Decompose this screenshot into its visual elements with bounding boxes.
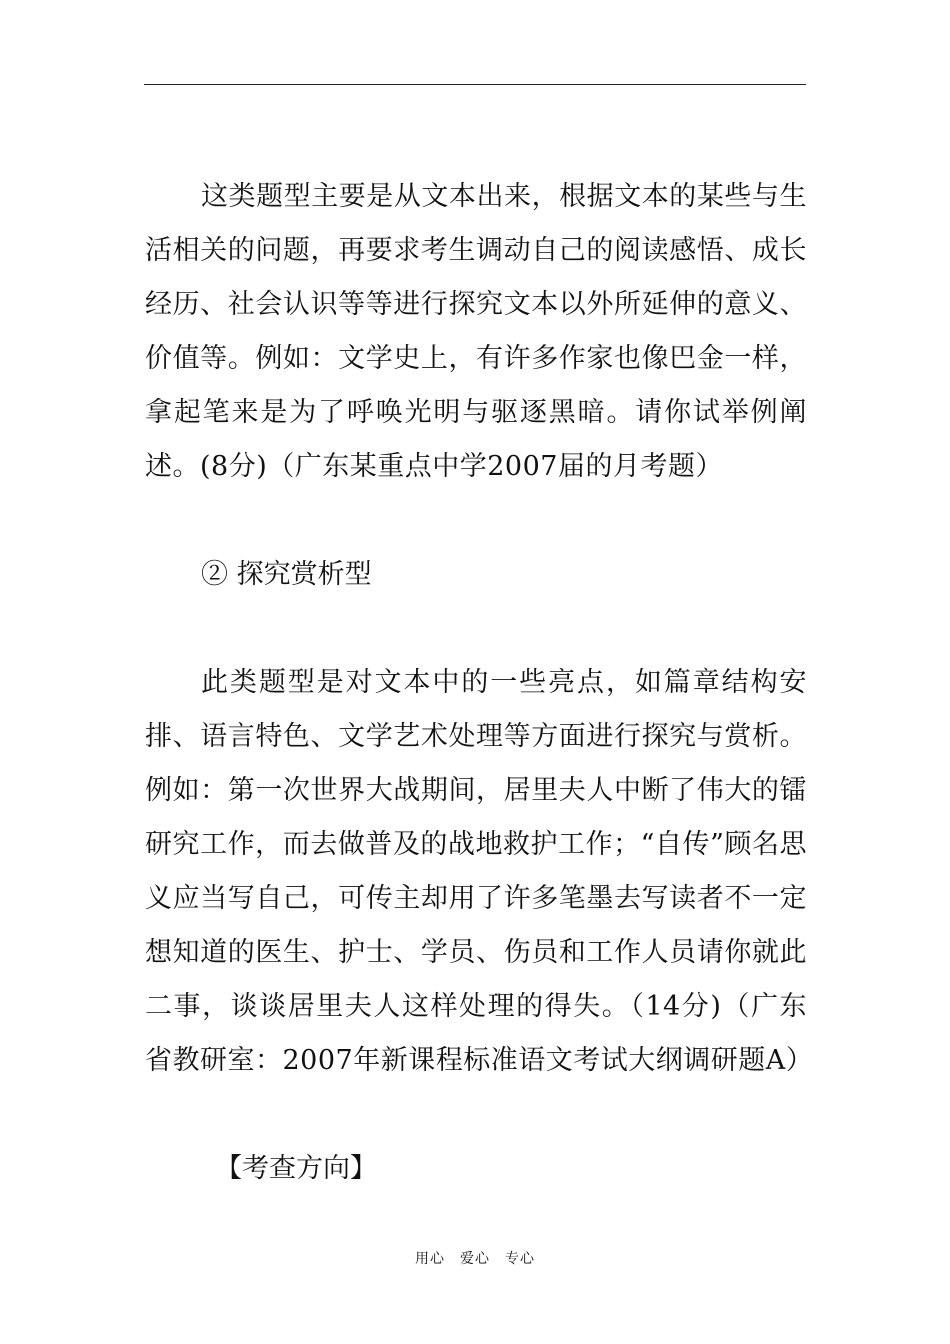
spacer [145, 494, 807, 548]
paragraph-inquiry-appreciation: 此类题型是对文本中的一些亮点，如篇章结构安排、语言特色、文学艺术处理等方面进行探究与赏析。例如：第一次世界大战期间，居里夫人中断了伟大的镭研究工作，而去做普及的战地救护工作；“自传”顾名思义应当写自己，可传主却用了许多笔墨去写读者不一定想知道的医生、护士、学员、伤员和工作人员请你就此二事，谈谈居里夫人这样处理的得失。（14分)（广东省教研室：2007年新课程标准语文考试大纲调研题A） [145, 667, 814, 1076]
paragraph-open-inquiry: 这类题型主要是从文本出来，根据文本的某些与生活相关的问题，再要求考生调动自己的阅读感悟、成长经历、社会认识等等进行探究文本以外所延伸的意义、价值等。例如：文学史上，有许多作家也像巴金一样，拿起笔来是为了呼唤光明与驱逐黑暗。请你试举例阐述。(8分)（广东某重点中学2007届的月考题） [145, 181, 807, 482]
document-body [145, 170, 814, 1196]
spacer [145, 602, 807, 656]
section-heading-exam-direction: 【考查方向】 [215, 1153, 377, 1184]
page-footer: 用心 爱心 专心 [415, 1251, 535, 1267]
header-rule [144, 84, 806, 85]
spacer [145, 1088, 807, 1142]
section-heading-inquiry-appreciation: ② 探究赏析型 [201, 559, 372, 590]
